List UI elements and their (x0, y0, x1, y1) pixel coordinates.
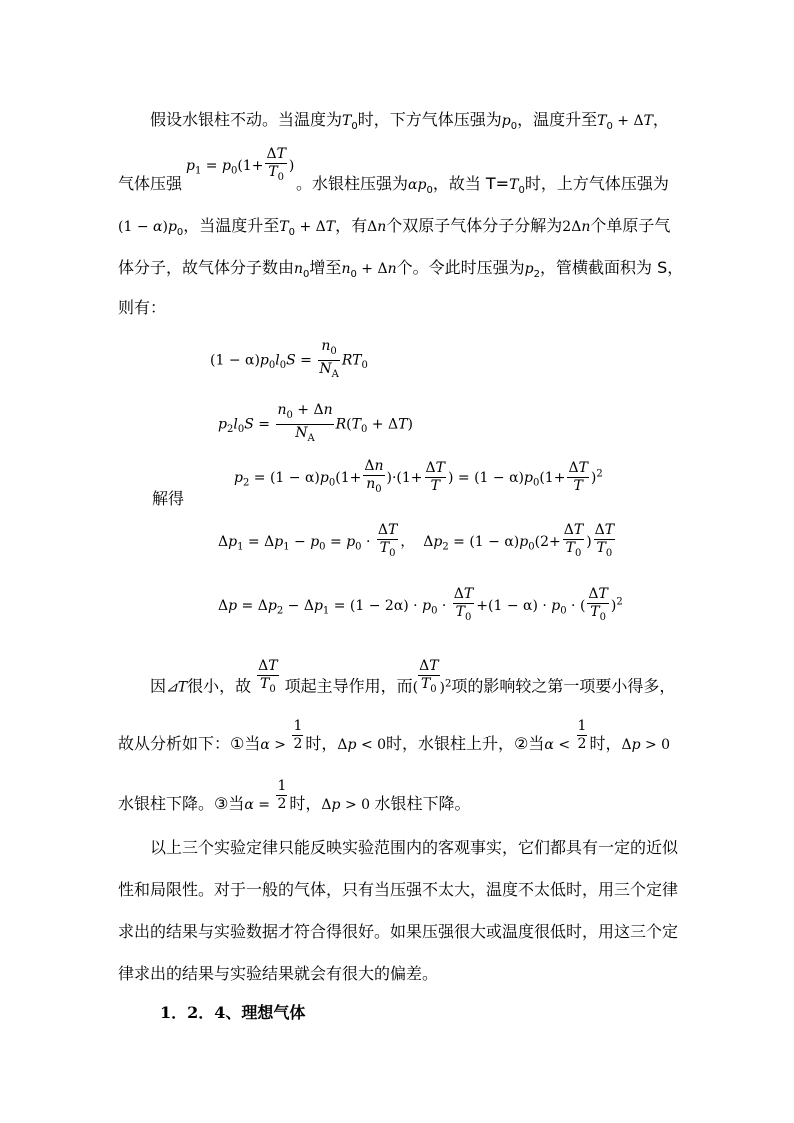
text-line-8: 水银柱下降。③当α = $\frac{1}{2}$ 时，Δp > 0 水银柱下降。 (118, 778, 471, 813)
text-segment: 。水银柱压强为 (296, 174, 409, 193)
text-segment: 时，上方气体压强为 (524, 174, 669, 193)
text-segment: 时，下方气体压强为 (357, 110, 502, 129)
paragraph-line: 以上三个实验定律只能反映实验范围内的客观事实，它们都具有一定的近似 (150, 838, 679, 857)
text-segment: 个。令此时压强为 (396, 258, 525, 277)
text-line-1: 假设水银柱不动。当温度为$T_0$时，下方气体压强为$p_0$，温度升至$T_0 + \Delta T$， (150, 110, 669, 133)
text-segment: 假设水银柱不动。当温度为 (150, 110, 343, 129)
equation-p1: $p_1 = p_0(1+$ $\frac{\Delta T}{T_0}$ ) (186, 146, 295, 183)
text-segment: 水银柱下降。 (374, 794, 471, 813)
text-line-2 (118, 172, 182, 196)
text-segment: 个双原子气体分子分解为 (386, 216, 563, 235)
text-segment: 项起主导作用，而 (284, 676, 413, 696)
text-segment: 故从分析如下：①当 (118, 734, 261, 753)
text-line-7: 故从分析如下：①当α > $\frac{1}{2}$ 时，Δp < 0时，水银柱上升，②当α < $\frac{1}{2}$ 时，Δp > 0 (118, 718, 671, 753)
text-line-3: $(1 - \alpha)p_0$，当温度升至$T_0 + \Delta T$，有Δn个双原子气体分子分解为2Δn个单原子气 (118, 216, 671, 239)
text-segment: 时， (589, 734, 622, 753)
text-segment: 增至 (309, 258, 342, 277)
solve-label: 解得 (152, 489, 185, 508)
text-segment: 时， (289, 794, 322, 813)
text-segment: 项的影响较之第一项要小得多， (451, 676, 676, 696)
text-segment: ，当温度升至 (183, 216, 280, 235)
equation-2: $p_2l_0S$ = $\frac{n_0 + \Delta n}{N_A}$ $R(T_0 + \Delta T)$ (218, 402, 413, 444)
text-line-2b: 。水银柱压强为$\alpha p_0$，故当 $T=T_0$时，上方气体压强为 (296, 174, 669, 197)
text-line-4: 体分子，故气体分子数由$n_0$增至$n_0 + \Delta n$个。令此时压强为$p_2$，管横截面积为 S， (118, 258, 684, 281)
text-segment: ，有 (335, 216, 368, 235)
text-segment: 水银柱下降。③当 (118, 794, 245, 813)
text-segment: 体分子，故气体分子数由 (118, 258, 295, 277)
equation-4: $\Delta p_1 = \Delta p_1 - p_0 = p_0$ · $\frac{\Delta T}{T_0}$ ， $\Delta p_2 = (1 - \alpha)p_0(2+$ $\frac{\Delta T}{T_0}$ ) $\frac{\Delta T}{T_0}$ (218, 522, 615, 559)
text-segment: 气体压强 (118, 174, 183, 193)
text-segment: ， (652, 110, 669, 129)
equation-3: $p_2 = (1 - \alpha)p_0(1+$ $\frac{\Delta n}{n_0}$ )·(1+ $\frac{\Delta T}{T}$ ) = $(1 - \alpha)p_0(1+$ $\frac{\Delta T}{T}$ )$^2$ (234, 458, 603, 495)
paragraph-line: 性和局限性。对于一般的气体，只有当压强不太大，温度不太低时，用三个定律 (118, 880, 679, 899)
text-segment: 个单原子气 (590, 216, 671, 235)
text-segment: 因 (150, 676, 167, 696)
text-segment: ，温度升至 (517, 110, 598, 129)
section-heading: 1．2．4、理想气体 (160, 1003, 306, 1022)
paragraph-line: 求出的结果与实验数据才符合得很好。如果压强很大或温度很低时，用这三个定 (118, 922, 679, 941)
text-line-5: 则有： (118, 298, 167, 317)
text-segment: 时， (305, 734, 338, 753)
text-segment: 很小，故 (187, 676, 252, 696)
text-segment: 时，水银柱上升，②当 (386, 734, 545, 753)
equation-5: $\Delta p = \Delta p_2 - \Delta p_1 = (1 - 2\alpha) \cdot p_0$ · $\frac{\Delta T}{T_0}$ $+(1 - \alpha) \cdot p_0$ · ( $\frac{\Delta T}{T_0}$ )$^2$ (218, 586, 623, 623)
paragraph-line: 律求出的结果与实验结果就会有很大的偏差。 (118, 964, 439, 983)
equation-1: $(1 - \alpha)p_0l_0S$ = $\frac{n_0}{N_A}$ $RT_0$ (210, 338, 368, 380)
text-line-6: 因⊿T很小，故 $\frac{\Delta T}{T_0}$ 项起主导作用，而( $\frac{\Delta T}{T_0}$ )$^2$项的影响较之第一项要小得多， (150, 658, 676, 696)
text-segment: ，故当 T= (432, 174, 510, 193)
text-segment: ，管横截面积为 S， (539, 258, 684, 277)
